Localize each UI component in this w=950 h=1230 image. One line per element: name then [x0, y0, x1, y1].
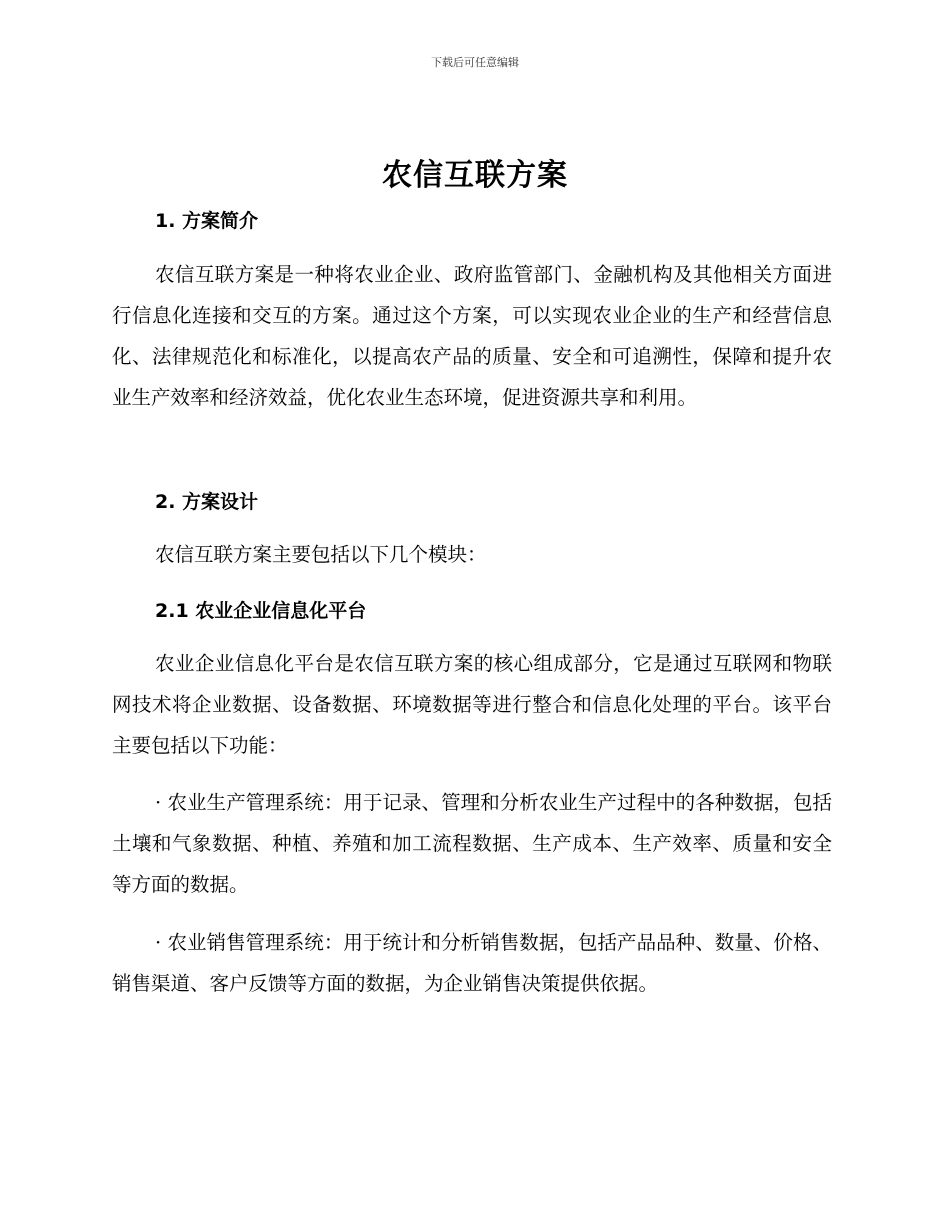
section-2-1-heading: 2.1 农业企业信息化平台 — [155, 600, 367, 622]
document-title: 农信互联方案 — [382, 158, 568, 193]
bullet-sales-system: · 农业销售管理系统：用于统计和分析销售数据，包括产品品种、数量、价格、销售渠道、客户反馈等方面的数据，为企业销售决策提供依据。 — [112, 931, 832, 995]
section-2-intro: 农信互联方案主要包括以下几个模块： — [155, 543, 487, 566]
section-2-heading: 2. 方案设计 — [155, 491, 259, 513]
section-1-paragraph: 农信互联方案是一种将农业企业、政府监管部门、金融机构及其他相关方面进行信息化连接和交互的方案。通过这个方案，可以实现农业企业的生产和经营信息化、法律规范化和标准化，以提高农产品的质量、安全和可追溯性，保障和提升农业生产效率和经济效益，优化农业生态环境，促进资源共享和利用。 — [112, 263, 832, 409]
section-2-1-paragraph: 农业企业信息化平台是农信互联方案的核心组成部分，它是通过互联网和物联网技术将企业数据、设备数据、环境数据等进行整合和信息化处理的平台。该平台主要包括以下功能： — [112, 652, 832, 757]
section-1-heading: 1. 方案简介 — [155, 210, 259, 232]
page-header-note: 下载后可任意编辑 — [431, 56, 519, 69]
bullet-production-system: · 农业生产管理系统：用于记录、管理和分析农业生产过程中的各种数据，包括土壤和气象数据、种植、养殖和加工流程数据、生产成本、生产效率、质量和安全等方面的数据。 — [112, 791, 832, 896]
